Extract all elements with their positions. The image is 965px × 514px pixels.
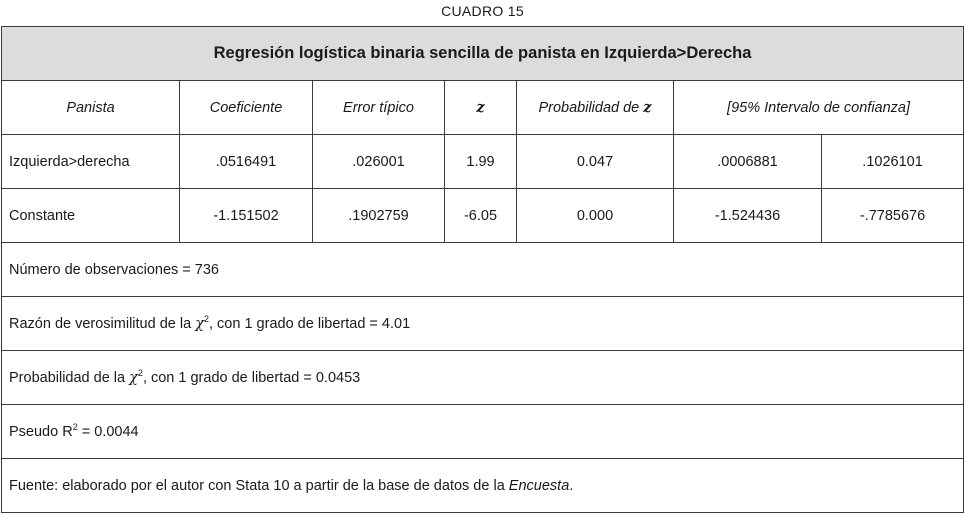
note-row-fuente — [2, 459, 964, 513]
note-text: Probabilidad de la — [9, 369, 126, 386]
table-title: Regresión logística binaria sencilla de panista en Izquierda>Derecha — [2, 27, 964, 81]
superscript: 2 — [72, 421, 78, 432]
table-row — [2, 189, 964, 243]
header-intervalo-confianza: [95% Intervalo de confianza] — [674, 81, 964, 135]
superscript: 2 — [203, 313, 209, 324]
chi-symbol: χ — [195, 315, 204, 332]
header-probabilidad-z — [517, 81, 674, 135]
note-row-observaciones — [2, 243, 964, 297]
header-coeficiente: Coeficiente — [180, 81, 313, 135]
table-row — [2, 135, 964, 189]
note-fuente — [2, 459, 964, 513]
table-caption: CUADRO 15 — [441, 3, 524, 19]
header-z — [445, 81, 517, 135]
note-text: , con 1 grado de libertad = 4.01 — [209, 315, 411, 332]
cell-z: -6.05 — [445, 189, 517, 243]
regression-table — [1, 26, 964, 513]
source-period: . — [569, 477, 574, 494]
table-header-row — [2, 81, 964, 135]
note-text: = 0.0044 — [77, 423, 139, 440]
cell-ci-lower: -1.524436 — [674, 189, 822, 243]
note-verosimilitud — [2, 297, 964, 351]
z-symbol: z — [643, 99, 652, 116]
row-label: Izquierda>derecha — [2, 135, 180, 189]
note-row-verosimilitud — [2, 297, 964, 351]
note-text: Pseudo R — [9, 423, 73, 440]
z-symbol: z — [476, 99, 485, 116]
cell-z: 1.99 — [445, 135, 517, 189]
source-italic: Encuesta — [508, 477, 570, 494]
cell-probabilidad: 0.047 — [517, 135, 674, 189]
cell-probabilidad: 0.000 — [517, 189, 674, 243]
note-probabilidad — [2, 351, 964, 405]
note-observaciones: Número de observaciones = 736 — [2, 243, 964, 297]
source-text: Fuente: elaborado por el autor con Stata 10 a partir de la base de datos de la — [9, 477, 505, 494]
header-probabilidad-prefix: Probabilidad de — [538, 100, 640, 116]
note-pseudo-r2 — [2, 405, 964, 459]
note-row-probabilidad — [2, 351, 964, 405]
chi-symbol: χ — [129, 369, 138, 386]
cell-coeficiente: .0516491 — [180, 135, 313, 189]
superscript: 2 — [137, 367, 143, 378]
cell-ci-upper: .1026101 — [822, 135, 964, 189]
note-row-pseudo-r2 — [2, 405, 964, 459]
note-text: Razón de verosimilitud de la — [9, 315, 192, 332]
cell-coeficiente: -1.151502 — [180, 189, 313, 243]
header-panista: Panista — [2, 81, 180, 135]
cell-ci-lower: .0006881 — [674, 135, 822, 189]
cell-ci-upper: -.7785676 — [822, 189, 964, 243]
header-error-tipico: Error típico — [313, 81, 445, 135]
cell-error-tipico: .026001 — [313, 135, 445, 189]
table-title-row — [2, 27, 964, 81]
note-text: , con 1 grado de libertad = 0.0453 — [142, 369, 361, 386]
row-label: Constante — [2, 189, 180, 243]
cell-error-tipico: .1902759 — [313, 189, 445, 243]
